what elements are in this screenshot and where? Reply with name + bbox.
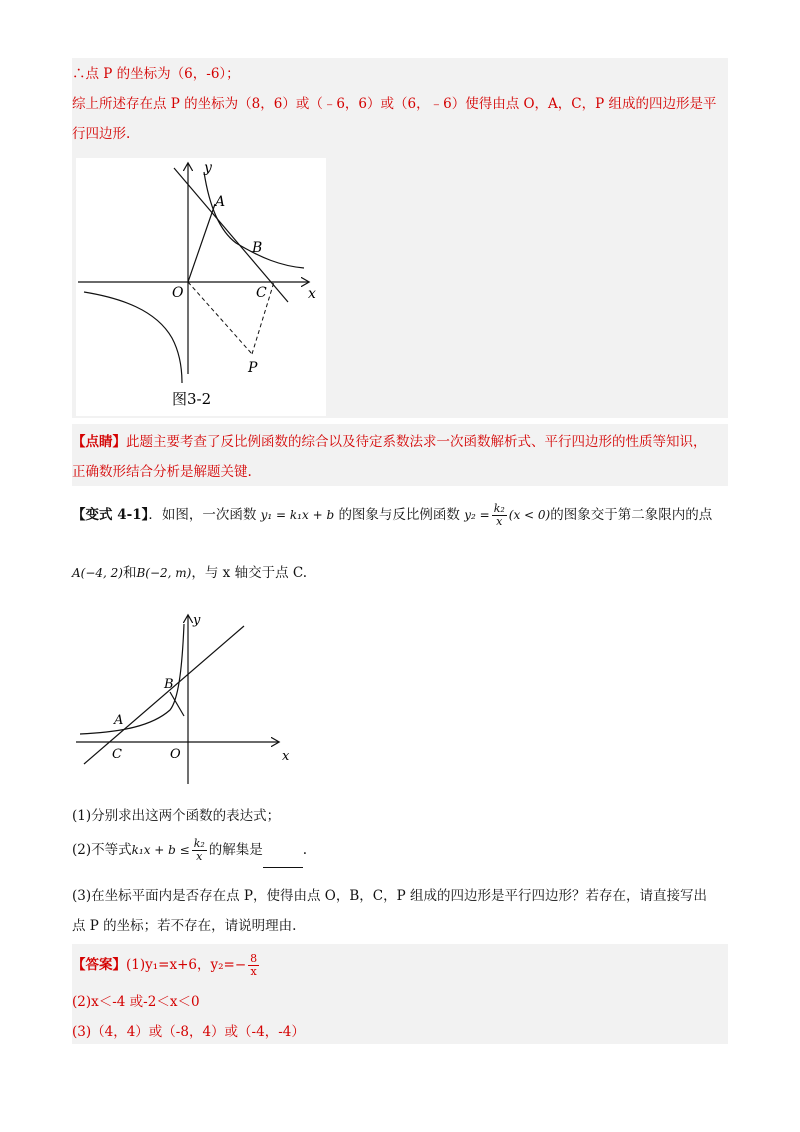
fig1-label-a: A [215, 194, 226, 210]
fig2-label-o: O [170, 747, 181, 762]
fig1-label-c: C [256, 285, 267, 301]
question-3-line-1: (3)在坐标平面内是否存在点 P，使得由点 O，B，C，P 组成的四边形是平行四边形？若存在，请直接写出 [72, 888, 707, 904]
problem-func2-frac [492, 503, 507, 528]
fig1-label-o: O [172, 285, 184, 301]
fig2-label-y: y [193, 613, 201, 628]
problem-func2-den: x [496, 515, 503, 528]
fig2-line [84, 626, 244, 764]
question-2-num: k₂ [193, 837, 205, 850]
question-1: (1)分别求出这两个函数的表达式； [72, 808, 281, 824]
figure-variant-4-1 [72, 612, 302, 788]
answer-line-1 [72, 950, 261, 980]
fig2-label-a: A [114, 713, 124, 728]
problem-and: 和 [122, 565, 137, 581]
solution-line-3: 行四边形. [72, 126, 131, 142]
fig1-label-p: P [248, 360, 258, 376]
figure-variant-4-1-svg [72, 612, 302, 788]
problem-func2-num: k₂ [493, 502, 505, 515]
fig1-segment-op [188, 282, 252, 354]
answer-1-frac [248, 953, 259, 978]
answer-1-pre: (1)y₁=x+6，y₂=− [126, 957, 247, 973]
question-2 [72, 832, 307, 868]
question-2-den: x [196, 850, 203, 863]
comment-line-2: 正确数形结合分析是解题关键. [72, 464, 252, 480]
problem-text-1: ．如图，一次函数 [148, 507, 257, 523]
fig1-segment-oa [188, 204, 215, 282]
solution-line-2: 综上所述存在点 P 的坐标为（8，6）或（﹣6，6）或（6，﹣6）使得由点 O，A，C，P 组成的四边形是平 [72, 96, 717, 112]
fig1-caption: 图3-2 [172, 390, 212, 408]
problem-func2-cond: (x < 0) [508, 508, 551, 522]
question-2-post: 的解集是 [208, 842, 263, 858]
comment-text-1: 此题主要考查了反比例函数的综合以及待定系数法求一次函数解析式、平行四边形的性质等知识， [126, 434, 707, 450]
fig1-label-b: B [252, 240, 263, 256]
fig2-segment-bo [170, 692, 184, 716]
problem-point-b: B(−2, m) [136, 566, 192, 580]
answer-tag: 【答案】 [72, 957, 126, 973]
problem-text-4: ，与 x 轴交于点 C. [191, 565, 308, 581]
question-3-line-2: 点 P 的坐标；若不存在，请说明理由. [72, 918, 297, 934]
question-2-expr: k₁x + b ≤ [131, 843, 190, 857]
question-2-end: . [302, 842, 308, 858]
problem-func2-lhs: y₂ = [464, 508, 490, 522]
fig1-hyperbola-q3 [84, 292, 182, 383]
comment-line-1 [72, 432, 707, 452]
comment-tag: 【点睛】 [72, 434, 126, 450]
question-2-blank [263, 853, 303, 868]
question-2-frac [192, 838, 207, 863]
fig2-label-x: x [282, 749, 290, 764]
problem-line-1 [72, 502, 712, 528]
problem-point-a: A(−4, 2) [72, 566, 123, 580]
figure-3-2 [76, 158, 326, 416]
fig2-label-b: B [164, 677, 174, 692]
answer-1-num: 8 [250, 952, 258, 965]
problem-text-3: 的图象交于第二象限内的点 [550, 507, 713, 523]
question-2-pre: (2)不等式 [72, 842, 132, 858]
fig1-label-x: x [308, 286, 316, 302]
solution-line-1: ∴点 P 的坐标为（6，-6）； [72, 66, 240, 82]
figure-3-2-svg [76, 158, 326, 416]
problem-func1: y₁ = k₁x + b [260, 508, 335, 522]
fig1-label-y: y [204, 160, 212, 176]
problem-text-2: 的图象与反比例函数 [338, 507, 460, 523]
answer-line-3: (3)（4，4）或（-8，4）或（-4，-4） [72, 1024, 305, 1040]
fig2-label-c: C [112, 747, 122, 762]
problem-tag: 【变式 4-1】 [72, 507, 149, 523]
problem-line-2 [72, 560, 307, 586]
answer-line-2: (2)x＜-4 或-2＜x＜0 [72, 994, 200, 1010]
answer-1-den: x [250, 965, 257, 978]
